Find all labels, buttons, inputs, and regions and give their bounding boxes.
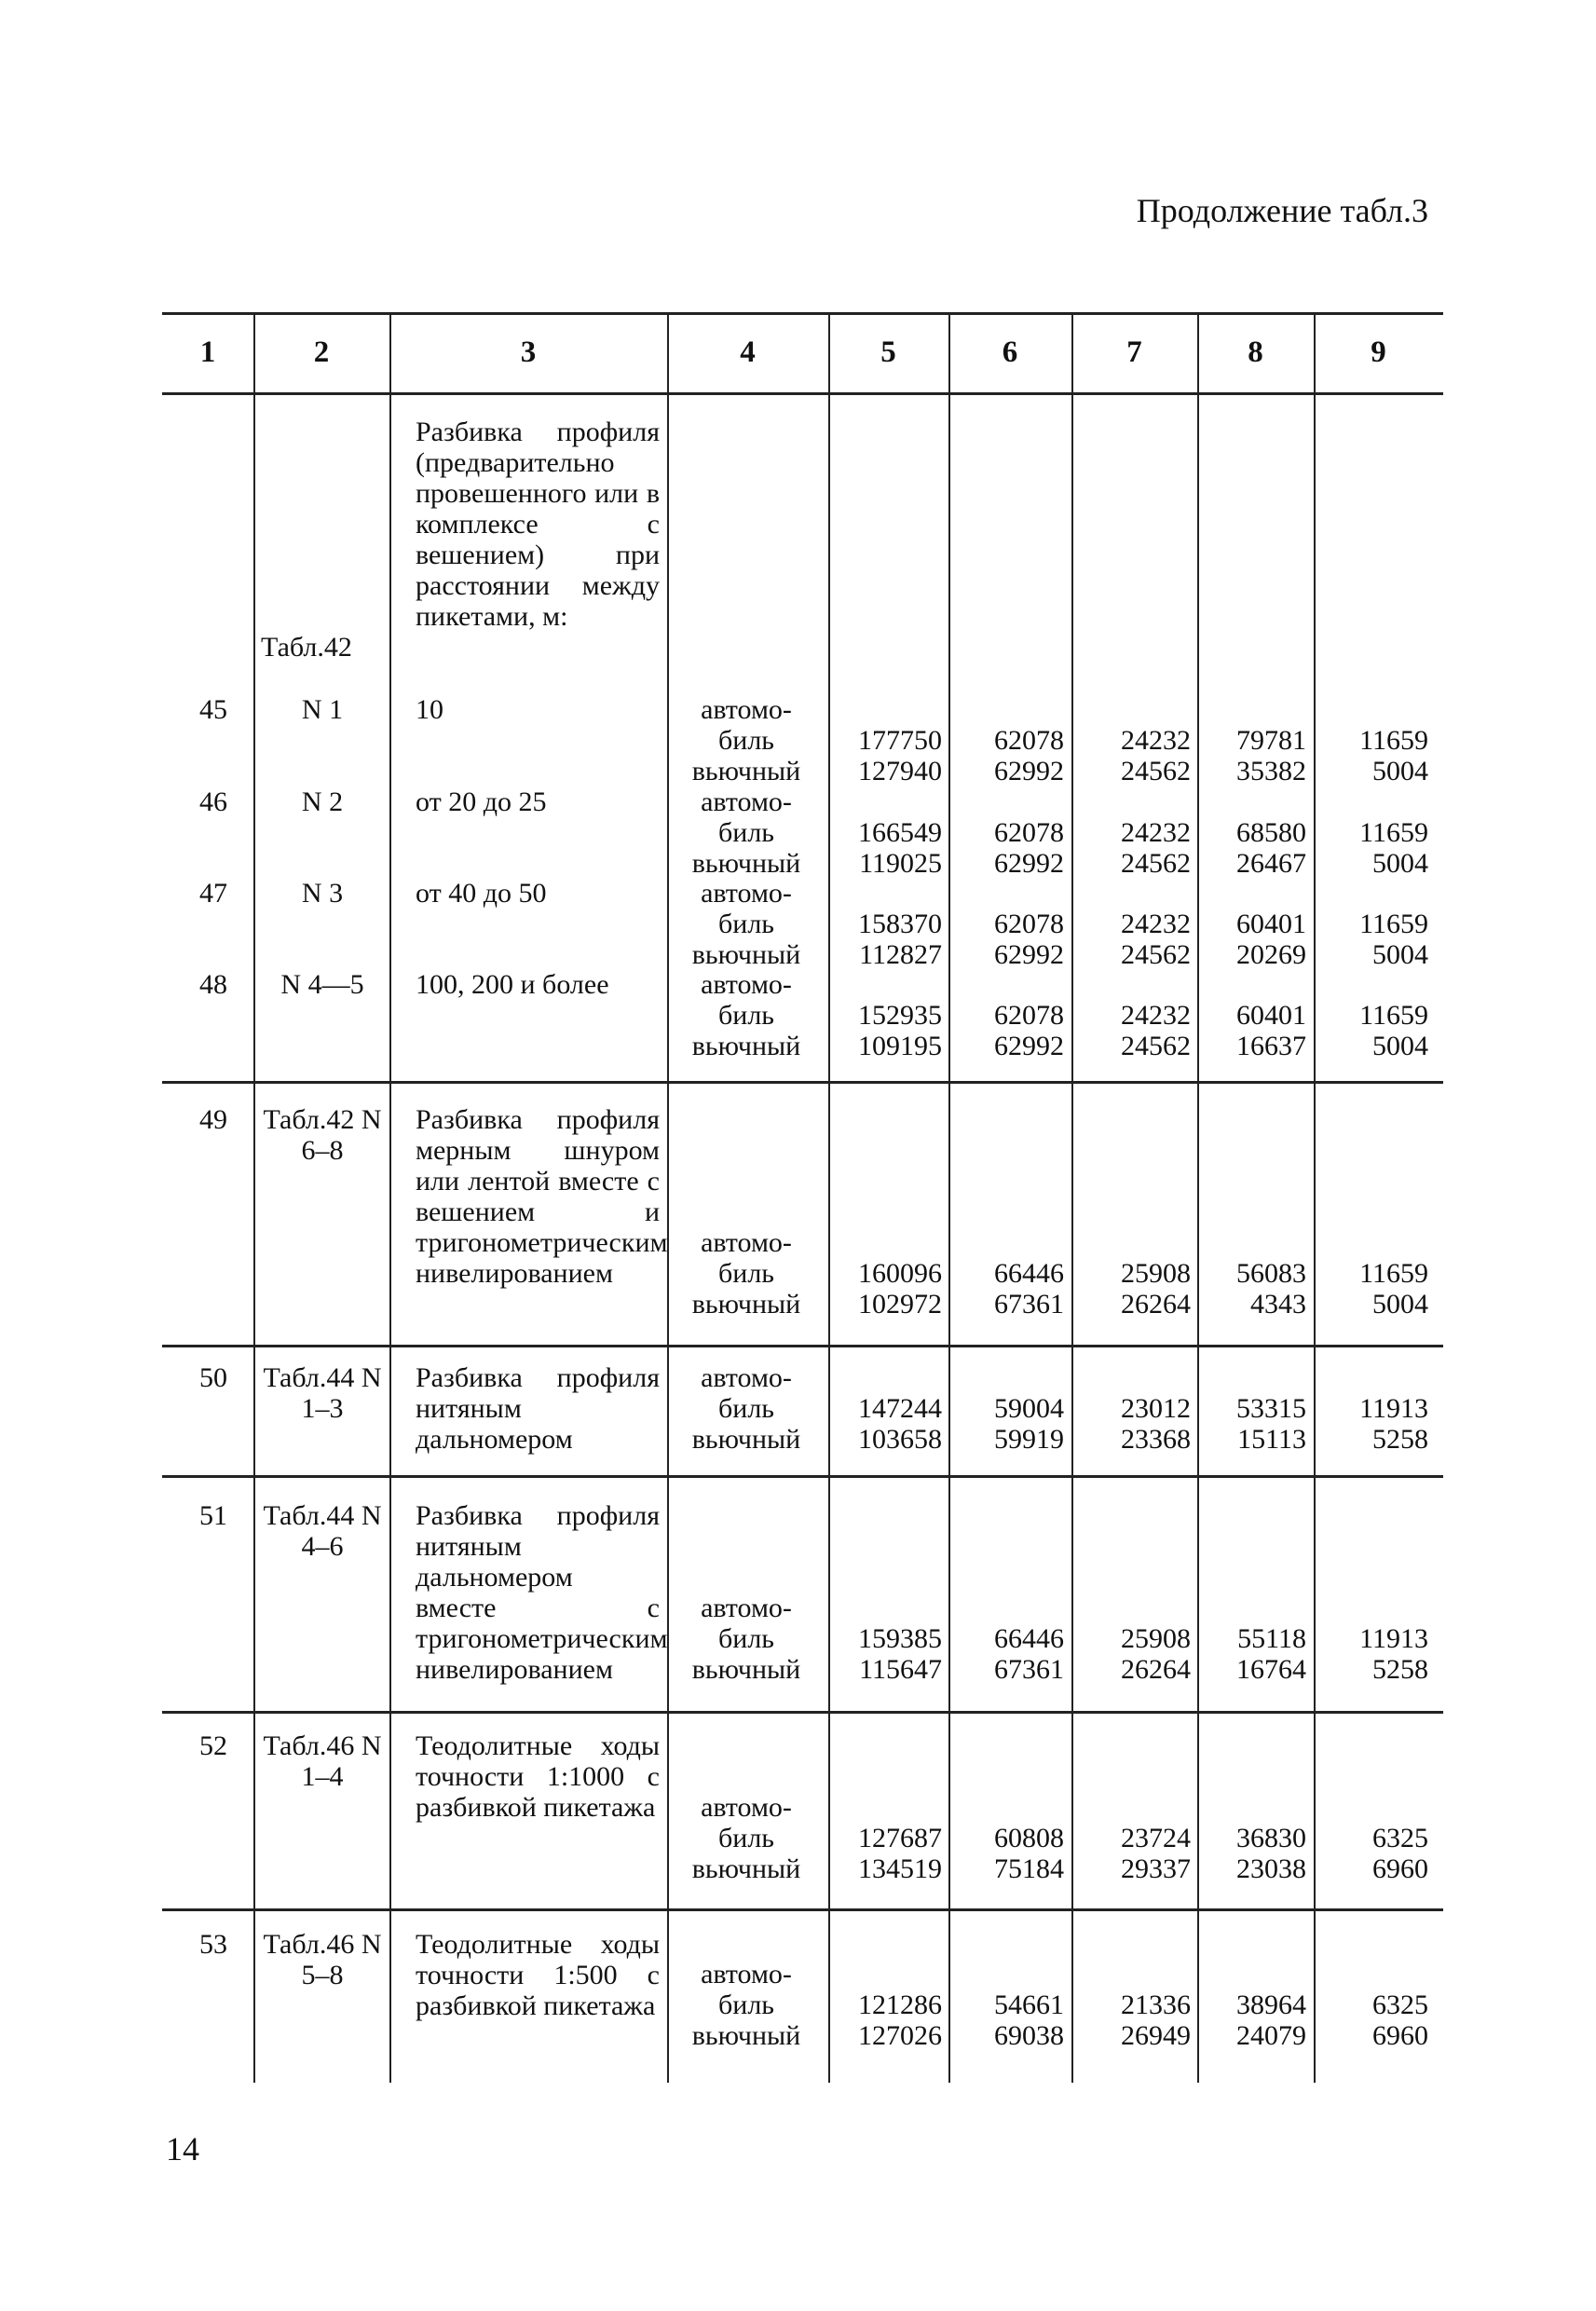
value-cell: 25908	[1121, 1623, 1191, 1654]
column-header: 1	[199, 335, 216, 369]
transport-type: автомо-	[701, 1959, 792, 1990]
value-cell: 11659	[1359, 1000, 1428, 1031]
value-cell: 62078	[994, 817, 1064, 848]
value-cell: 119025	[859, 848, 942, 879]
value-cell: 15113	[1237, 1424, 1306, 1455]
value-cell: 127940	[858, 756, 942, 786]
transport-type: автомо-	[701, 1792, 792, 1823]
transport-type: вьючный	[691, 1031, 801, 1061]
transport-type: автомо-	[701, 786, 792, 817]
value-cell: 121286	[858, 1990, 942, 2020]
row-number: 51	[199, 1500, 227, 1531]
transport-type: вьючный	[691, 939, 801, 970]
column-header: 5	[880, 335, 896, 369]
transport-type: автомо-	[701, 1593, 792, 1623]
column-divider	[828, 312, 830, 2083]
value-cell: 24232	[1121, 725, 1191, 756]
row-number: 50	[199, 1362, 227, 1393]
value-cell: 56083	[1236, 1258, 1306, 1289]
column-divider	[1197, 312, 1199, 2083]
value-cell: 29337	[1121, 1853, 1191, 1884]
row-separator	[162, 1475, 1443, 1478]
transport-type: вьючный	[691, 1853, 801, 1884]
transport-type: автомо-	[701, 1362, 792, 1393]
row-description: Теодолитные ходы точности 1:500 с разбивкой пикетажа	[416, 1929, 660, 2021]
column-divider	[389, 312, 391, 2083]
value-cell: 11659	[1359, 817, 1428, 848]
value-cell: 26264	[1121, 1654, 1191, 1685]
column-header: 4	[740, 335, 756, 369]
row-description: Разбивка профиля нитяным дальномером вместе с тригонометрическим нивелированием	[416, 1500, 668, 1685]
value-cell: 5004	[1372, 848, 1428, 879]
row-description: от 20 до 25	[416, 786, 547, 817]
row-description: Разбивка профиля мерным шнуром или лентой вместе с вешением и тригонометрическим нивелированием	[416, 1104, 668, 1289]
column-divider	[1071, 312, 1073, 2083]
value-cell: 112827	[859, 939, 942, 970]
column-divider	[253, 312, 255, 2083]
value-cell: 134519	[858, 1853, 942, 1884]
value-cell: 23368	[1121, 1424, 1191, 1455]
value-cell: 55118	[1237, 1623, 1306, 1654]
value-cell: 60401	[1236, 909, 1306, 939]
value-cell: 109195	[858, 1031, 942, 1061]
row-description: Разбивка профиля нитяным дальномером	[416, 1362, 660, 1455]
value-cell: 24079	[1236, 2020, 1306, 2051]
value-cell: 75184	[994, 1853, 1064, 1884]
column-header: 8	[1248, 335, 1263, 369]
value-cell: 67361	[994, 1289, 1064, 1320]
row-number: 53	[199, 1929, 227, 1960]
row-description: 100, 200 и более	[416, 969, 609, 1000]
row-reference: Табл.46 N 1–4	[263, 1730, 382, 1792]
value-cell: 5004	[1372, 756, 1428, 786]
transport-type: вьючный	[691, 848, 801, 879]
value-cell: 24232	[1121, 1000, 1191, 1031]
value-cell: 35382	[1236, 756, 1306, 786]
value-cell: 147244	[858, 1393, 942, 1424]
value-cell: 62078	[994, 909, 1064, 939]
value-cell: 38964	[1236, 1990, 1306, 2020]
value-cell: 26264	[1121, 1289, 1191, 1320]
value-cell: 11659	[1359, 909, 1428, 939]
header-bottom-rule	[162, 392, 1443, 395]
value-cell: 5004	[1372, 1289, 1428, 1320]
transport-type: биль	[718, 909, 774, 939]
value-cell: 66446	[994, 1623, 1064, 1654]
value-cell: 24562	[1121, 756, 1191, 786]
value-cell: 79781	[1236, 725, 1306, 756]
transport-type: биль	[718, 725, 774, 756]
value-cell: 5004	[1372, 939, 1428, 970]
value-cell: 24562	[1121, 1031, 1191, 1061]
value-cell: 62078	[994, 725, 1064, 756]
value-cell: 67361	[994, 1654, 1064, 1685]
value-cell: 59919	[994, 1424, 1064, 1455]
value-cell: 59004	[994, 1393, 1064, 1424]
row-number: 52	[199, 1730, 227, 1761]
transport-type: автомо-	[701, 1227, 792, 1258]
row-number: 45	[199, 694, 227, 725]
value-cell: 62078	[994, 1000, 1064, 1031]
value-cell: 62992	[994, 1031, 1064, 1061]
value-cell: 24562	[1121, 848, 1191, 879]
intro-reference: Табл.42	[261, 632, 352, 663]
value-cell: 6325	[1372, 1990, 1428, 2020]
transport-type: вьючный	[691, 2020, 801, 2051]
transport-type: автомо-	[701, 878, 792, 909]
value-cell: 103658	[858, 1424, 942, 1455]
value-cell: 26949	[1121, 2020, 1191, 2051]
value-cell: 62992	[994, 939, 1064, 970]
intro-description: Разбивка профиля (предварительно провешенного или в комплексе с вешением) при расстоянии между пикетами, м:	[416, 417, 660, 632]
row-number: 49	[199, 1104, 227, 1135]
value-cell: 23724	[1121, 1823, 1191, 1853]
value-cell: 21336	[1121, 1990, 1191, 2020]
value-cell: 16764	[1236, 1654, 1306, 1685]
row-reference: N 3	[301, 878, 344, 909]
transport-type: биль	[718, 1000, 774, 1031]
transport-type: вьючный	[691, 1289, 801, 1320]
value-cell: 11659	[1359, 1258, 1428, 1289]
transport-type: биль	[718, 1990, 774, 2020]
transport-type: автомо-	[701, 694, 792, 725]
value-cell: 62992	[994, 756, 1064, 786]
transport-type: вьючный	[691, 756, 801, 786]
value-cell: 68580	[1236, 817, 1306, 848]
transport-type: биль	[718, 1393, 774, 1424]
value-cell: 115647	[859, 1654, 942, 1685]
value-cell: 25908	[1121, 1258, 1191, 1289]
value-cell: 159385	[858, 1623, 942, 1654]
value-cell: 5258	[1372, 1654, 1428, 1685]
value-cell: 6960	[1372, 1853, 1428, 1884]
value-cell: 158370	[858, 909, 942, 939]
value-cell: 5258	[1372, 1424, 1428, 1455]
row-reference: Табл.44 N 1–3	[263, 1362, 382, 1424]
value-cell: 54661	[994, 1990, 1064, 2020]
row-number: 46	[199, 786, 227, 817]
row-number: 48	[199, 969, 227, 1000]
value-cell: 160096	[858, 1258, 942, 1289]
value-cell: 6960	[1372, 2020, 1428, 2051]
value-cell: 24232	[1121, 817, 1191, 848]
row-reference: Табл.46 N 5–8	[263, 1929, 382, 1990]
row-reference: N 2	[301, 786, 344, 817]
row-separator	[162, 1345, 1443, 1347]
table-continuation-caption: Продолжение табл.3	[1136, 192, 1428, 229]
column-header: 9	[1371, 335, 1386, 369]
value-cell: 6325	[1372, 1823, 1428, 1853]
value-cell: 23038	[1236, 1853, 1306, 1884]
value-cell: 11659	[1359, 725, 1428, 756]
table-top-rule	[162, 312, 1443, 315]
value-cell: 23012	[1121, 1393, 1191, 1424]
column-header: 2	[313, 335, 330, 369]
row-description: Теодолитные ходы точности 1:1000 с разбивкой пикетажа	[416, 1730, 660, 1823]
column-divider	[948, 312, 950, 2083]
value-cell: 177750	[858, 725, 942, 756]
value-cell: 102972	[858, 1289, 942, 1320]
transport-type: вьючный	[691, 1424, 801, 1455]
value-cell: 60808	[994, 1823, 1064, 1853]
transport-type: биль	[718, 1258, 774, 1289]
row-reference: Табл.44 N 4–6	[263, 1500, 382, 1562]
value-cell: 11913	[1359, 1393, 1428, 1424]
row-description: 10	[416, 694, 443, 725]
value-cell: 166549	[858, 817, 942, 848]
column-divider	[1314, 312, 1316, 2083]
transport-type: биль	[718, 1623, 774, 1654]
row-reference: Табл.42 N 6–8	[263, 1104, 382, 1166]
row-reference: N 4—5	[280, 969, 364, 1000]
value-cell: 26467	[1236, 848, 1306, 879]
page-number: 14	[166, 2130, 199, 2167]
value-cell: 60401	[1236, 1000, 1306, 1031]
column-header: 6	[1002, 335, 1018, 369]
transport-type: биль	[718, 1823, 774, 1853]
row-description: от 40 до 50	[416, 878, 547, 909]
value-cell: 127687	[858, 1823, 942, 1853]
row-reference: N 1	[301, 694, 344, 725]
value-cell: 152935	[858, 1000, 942, 1031]
value-cell: 4343	[1250, 1289, 1306, 1320]
transport-type: автомо-	[701, 969, 792, 1000]
value-cell: 36830	[1236, 1823, 1306, 1853]
value-cell: 20269	[1236, 939, 1306, 970]
value-cell: 69038	[994, 2020, 1064, 2051]
value-cell: 24562	[1121, 939, 1191, 970]
row-number: 47	[199, 878, 227, 909]
row-separator	[162, 1908, 1443, 1911]
row-separator	[162, 1081, 1443, 1084]
value-cell: 127026	[858, 2020, 942, 2051]
column-header: 3	[520, 335, 537, 369]
value-cell: 16637	[1236, 1031, 1306, 1061]
transport-type: биль	[718, 817, 774, 848]
value-cell: 11913	[1359, 1623, 1428, 1654]
value-cell: 66446	[994, 1258, 1064, 1289]
transport-type: вьючный	[691, 1654, 801, 1685]
column-header: 7	[1126, 335, 1142, 369]
value-cell: 24232	[1121, 909, 1191, 939]
value-cell: 53315	[1236, 1393, 1306, 1424]
row-separator	[162, 1711, 1443, 1714]
value-cell: 62992	[994, 848, 1064, 879]
value-cell: 5004	[1372, 1031, 1428, 1061]
